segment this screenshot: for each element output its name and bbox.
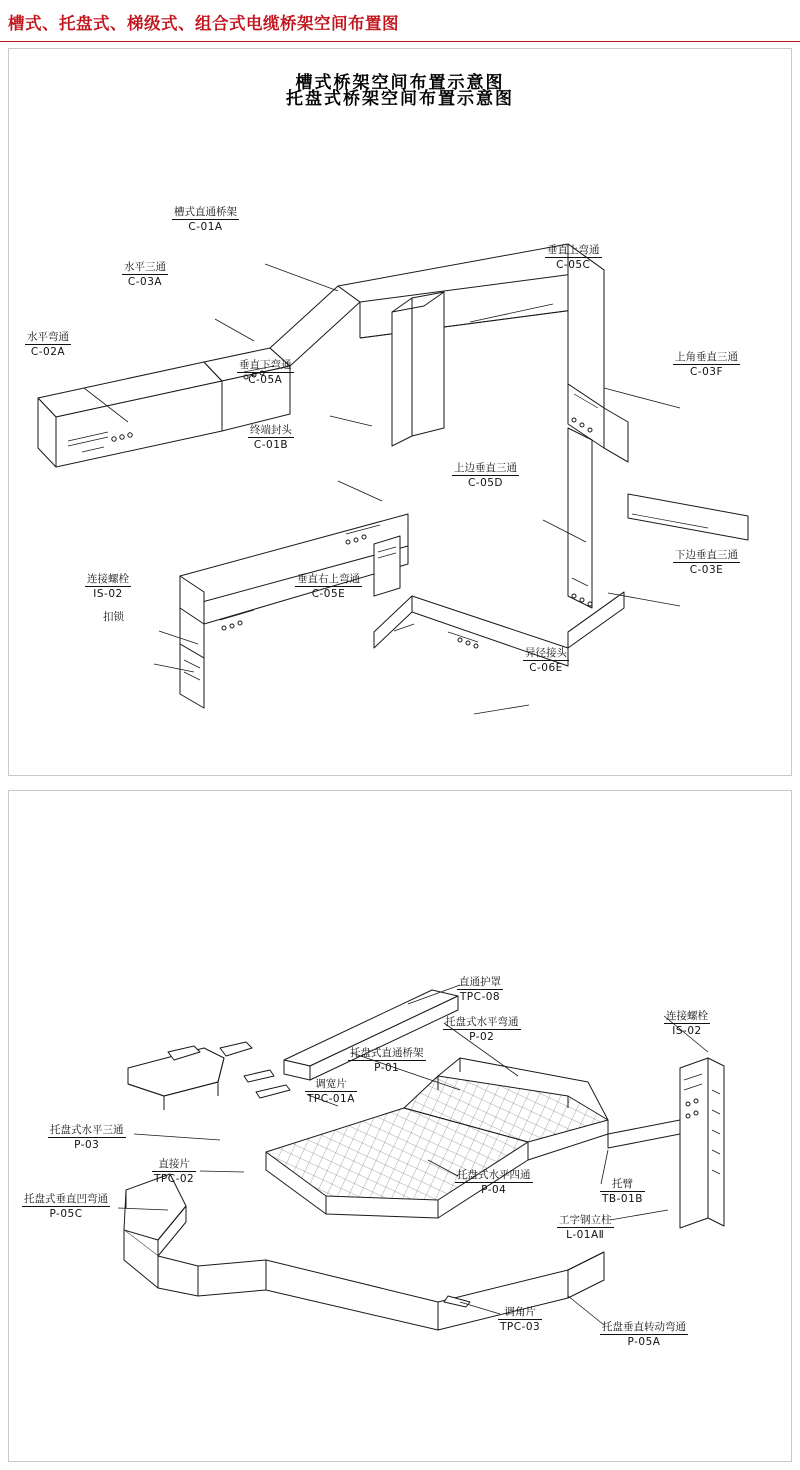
callout-horizontal-tee [122, 260, 168, 289]
callout-code: C-01B [248, 437, 294, 452]
callout-code: P-05A [600, 1334, 688, 1349]
callout-code: P-04 [455, 1182, 533, 1197]
callout-title: 调宽片 [315, 1078, 347, 1090]
callout-vertical-up-bend [545, 243, 602, 272]
callout-connection-bolt-tray [664, 1009, 710, 1038]
callout-title: 下边垂直三通 [675, 549, 738, 561]
callout-code: P-03 [48, 1137, 126, 1152]
callout-title: 托臂 [611, 1178, 633, 1190]
callout-title: 直接片 [158, 1158, 190, 1170]
callout-code: C-03E [673, 562, 740, 577]
callout-code: P-02 [443, 1029, 521, 1044]
callout-code: P-01 [348, 1060, 426, 1075]
callout-vertical-down-bend [237, 358, 294, 387]
callout-code: TPC-02 [154, 1173, 195, 1185]
callout-title: 连接螺栓 [87, 573, 129, 585]
callout-title: 上角垂直三通 [675, 351, 738, 363]
callout-code: C-06E [523, 660, 569, 675]
callout-tray-vertical-rotating-bend [600, 1320, 688, 1349]
callout-connection-bolt [85, 572, 131, 601]
callout-title: 托盘式水平弯通 [445, 1016, 519, 1028]
callout-code: P-05C [22, 1206, 110, 1221]
section-title-channel: 槽式桥架空间布置示意图 [295, 73, 505, 93]
callout-bracket-arm [600, 1177, 645, 1206]
callout-code: L-01AⅡ [557, 1227, 614, 1242]
callout-angle-adjust-plate [498, 1305, 542, 1334]
callout-title: 垂直上弯通 [547, 244, 600, 256]
callout-end-cap [248, 423, 294, 452]
callout-code: C-05C [545, 257, 602, 272]
callout-title: 托盘式水平四通 [457, 1169, 531, 1181]
callout-code: IS-02 [85, 586, 131, 601]
callout-code: C-05D [452, 475, 519, 490]
callout-title: 托盘式垂直凹弯通 [24, 1193, 108, 1205]
callout-lower-side-vertical-tee [673, 548, 740, 577]
callout-code: C-03F [673, 364, 740, 379]
callout-straight-cover [457, 975, 503, 1004]
page-title: 槽式、托盘式、梯级式、组合式电缆桥架空间布置图 [8, 14, 399, 33]
callout-code: TPC-03 [500, 1321, 541, 1333]
callout-vertical-right-up-bend [295, 572, 362, 601]
callout-i-beam-column [557, 1213, 614, 1242]
callout-title: 水平弯通 [27, 331, 69, 343]
callout-channel-straight-tray [172, 205, 239, 234]
callout-title: 垂直下弯通 [239, 359, 292, 371]
callout-tray-straight-bridge [348, 1046, 426, 1075]
callout-code: TPC-01A [307, 1093, 355, 1105]
callout-title: 工字钢立柱 [559, 1214, 612, 1226]
callout-title: 直通护罩 [459, 976, 501, 988]
header-divider [0, 41, 800, 42]
callout-code: C-01A [172, 219, 239, 234]
channel-tray-drawing [8, 48, 792, 776]
callout-title: 扣锁 [103, 611, 124, 623]
callout-tray-horizontal-bend [443, 1015, 521, 1044]
callout-code: C-03A [122, 274, 168, 289]
callout-tray-vertical-concave-bend [22, 1192, 110, 1221]
callout-title: 终端封头 [250, 424, 292, 436]
callout-title: 调角片 [504, 1306, 536, 1318]
callout-straight-plate [152, 1157, 196, 1186]
callout-buckle-lock [101, 610, 126, 624]
callout-title: 上边垂直三通 [454, 462, 517, 474]
callout-code: C-02A [25, 344, 71, 359]
page-header [0, 0, 800, 42]
callout-tray-horizontal-cross [455, 1168, 533, 1197]
callout-title: 连接螺栓 [666, 1010, 708, 1022]
callout-title: 水平三通 [124, 261, 166, 273]
callout-title: 托盘式水平三通 [50, 1124, 124, 1136]
callout-width-adjust-plate [305, 1077, 357, 1106]
callout-code: TB-01B [602, 1193, 643, 1205]
callout-tray-horizontal-tee [48, 1123, 126, 1152]
callout-code: C-05A [237, 372, 294, 387]
callout-code: TPC-08 [457, 989, 503, 1004]
callout-title: 槽式直通桥架 [174, 206, 237, 218]
callout-title: 垂直右上弯通 [297, 573, 360, 585]
callout-upper-corner-vertical-tee [673, 350, 740, 379]
section-title-tray: 托盘式桥架空间布置示意图 [286, 89, 514, 109]
callout-title: 托盘垂直转动弯通 [602, 1321, 686, 1333]
callout-horizontal-bend [25, 330, 71, 359]
callout-upper-side-vertical-tee [452, 461, 519, 490]
callout-code: C-05E [295, 586, 362, 601]
tray-type-drawing [8, 790, 792, 1462]
callout-title: 托盘式直通桥架 [350, 1047, 424, 1059]
callout-code: IS-02 [664, 1023, 710, 1038]
callout-reducer-joint [523, 646, 569, 675]
callout-title: 异径接头 [525, 647, 567, 659]
